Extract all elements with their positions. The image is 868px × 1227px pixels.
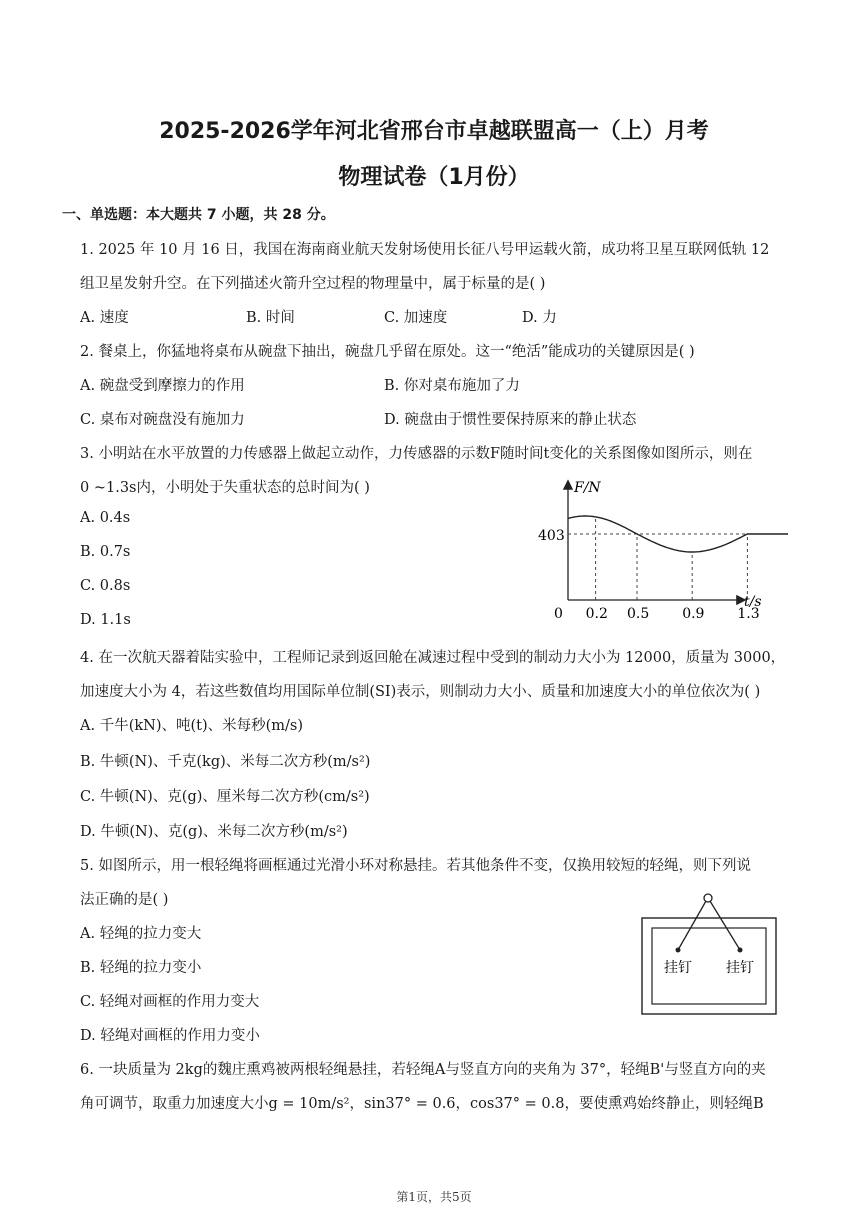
q2-option-c: C. 桌布对碗盘没有施加力 bbox=[80, 412, 245, 428]
nail-right-icon bbox=[738, 948, 743, 953]
q4-option-d: D. 牛顿(N)、克(g)、米每二次方秒(m/s²) bbox=[80, 824, 348, 840]
q5-option-a: A. 轻绳的拉力变大 bbox=[80, 926, 202, 942]
q4-line1: 4. 在一次航天器着陆实验中，工程师记录到返回舱在减速过程中受到的制动力大小为 12000，质量为 3000， bbox=[80, 650, 786, 666]
q1-line2: 组卫星发射升空。在下列描述火箭升空过程的物理量中，属于标量的是( ) bbox=[80, 276, 546, 292]
ring-icon bbox=[704, 894, 712, 902]
q2-option-b: B. 你对桌布施加了力 bbox=[384, 378, 520, 394]
x-axis-label: t/s bbox=[744, 594, 762, 610]
q3-option-c: C. 0.8s bbox=[80, 578, 131, 594]
nail-left-icon bbox=[676, 948, 681, 953]
force-time-chart bbox=[528, 472, 788, 620]
q2-option-a: A. 碗盘受到摩擦力的作用 bbox=[80, 378, 245, 394]
exam-title: 2025-2026学年河北省邢台市卓越联盟高一（上）月考 bbox=[159, 119, 709, 144]
x-tick-label: 0.9 bbox=[682, 606, 705, 620]
frame-outer bbox=[642, 918, 776, 1014]
exam-subtitle: 物理试卷（1月份） bbox=[338, 165, 530, 190]
q1-line1: 1. 2025 年 10 月 16 日，我国在海南商业航天发射场使用长征八号甲运载火箭，成功将卫星互联网低轨 12 bbox=[80, 242, 770, 258]
x-tick-label: 0.5 bbox=[627, 606, 650, 620]
nail-right-label: 挂钉 bbox=[726, 960, 754, 976]
q4-line2: 加速度大小为 4，若这些数值均用国际单位制(SI)表示，则制动力大小、质量和加速度大小的单位依次为( ) bbox=[80, 684, 761, 700]
section-heading: 一、单选题：本大题共 7 小题，共 28 分。 bbox=[62, 207, 335, 223]
q6-line2: 角可调节，取重力加速度大小g = 10m/s²，sin37° = 0.6，cos37° = 0.8，要使熏鸡始终静止，则轻绳B bbox=[80, 1096, 764, 1112]
q5-option-b: B. 轻绳的拉力变小 bbox=[80, 960, 202, 976]
y-tick-label: 403 bbox=[538, 528, 565, 544]
q4-option-b: B. 牛顿(N)、千克(kg)、米每二次方秒(m/s²) bbox=[80, 754, 371, 770]
q1-option-c: C. 加速度 bbox=[384, 310, 448, 326]
x-tick-label: 0.2 bbox=[585, 606, 608, 620]
nail-left-label: 挂钉 bbox=[664, 960, 692, 976]
q5-line2: 法正确的是( ) bbox=[80, 892, 169, 908]
picture-frame-diagram bbox=[636, 888, 786, 1020]
q3-line2: 0 ~1.3s内，小明处于失重状态的总时间为( ) bbox=[80, 480, 370, 496]
rope-right bbox=[710, 901, 740, 950]
q3-option-d: D. 1.1s bbox=[80, 612, 131, 628]
q2-option-d: D. 碗盘由于惯性要保持原来的静止状态 bbox=[384, 412, 637, 428]
q2-line1: 2. 餐桌上，你猛地将桌布从碗盘下抽出，碗盘几乎留在原处。这一“绝活”能成功的关键原因是( ) bbox=[80, 344, 695, 360]
q5-option-d: D. 轻绳对画框的作用力变小 bbox=[80, 1028, 260, 1044]
x-tick-label: 0 bbox=[554, 606, 563, 620]
x-tick-label: 1.3 bbox=[737, 606, 760, 620]
q3-option-a: A. 0.4s bbox=[80, 510, 131, 526]
q4-option-c: C. 牛顿(N)、克(g)、厘米每二次方秒(cm/s²) bbox=[80, 789, 370, 805]
q3-option-b: B. 0.7s bbox=[80, 544, 131, 560]
q4-option-a: A. 千牛(kN)、吨(t)、米每秒(m/s) bbox=[80, 718, 304, 734]
y-axis-label: F/N bbox=[574, 480, 601, 496]
page-footer: 第1页，共5页 bbox=[396, 1190, 472, 1204]
rope-left bbox=[678, 901, 706, 950]
q5-option-c: C. 轻绳对画框的作用力变大 bbox=[80, 994, 260, 1010]
q1-option-b: B. 时间 bbox=[246, 310, 295, 326]
q3-line1: 3. 小明站在水平放置的力传感器上做起立动作，力传感器的示数F随时间t变化的关系图像如图所示，则在 bbox=[80, 446, 753, 462]
q1-option-a: A. 速度 bbox=[80, 310, 129, 326]
q6-line1: 6. 一块质量为 2kg的魏庄熏鸡被两根轻绳悬挂，若轻绳A与竖直方向的夹角为 37°，轻绳B'与竖直方向的夹 bbox=[80, 1062, 766, 1078]
q5-line1: 5. 如图所示，用一根轻绳将画框通过光滑小环对称悬挂。若其他条件不变，仅换用较短的轻绳，则下列说 bbox=[80, 858, 751, 874]
q1-option-d: D. 力 bbox=[522, 310, 557, 326]
